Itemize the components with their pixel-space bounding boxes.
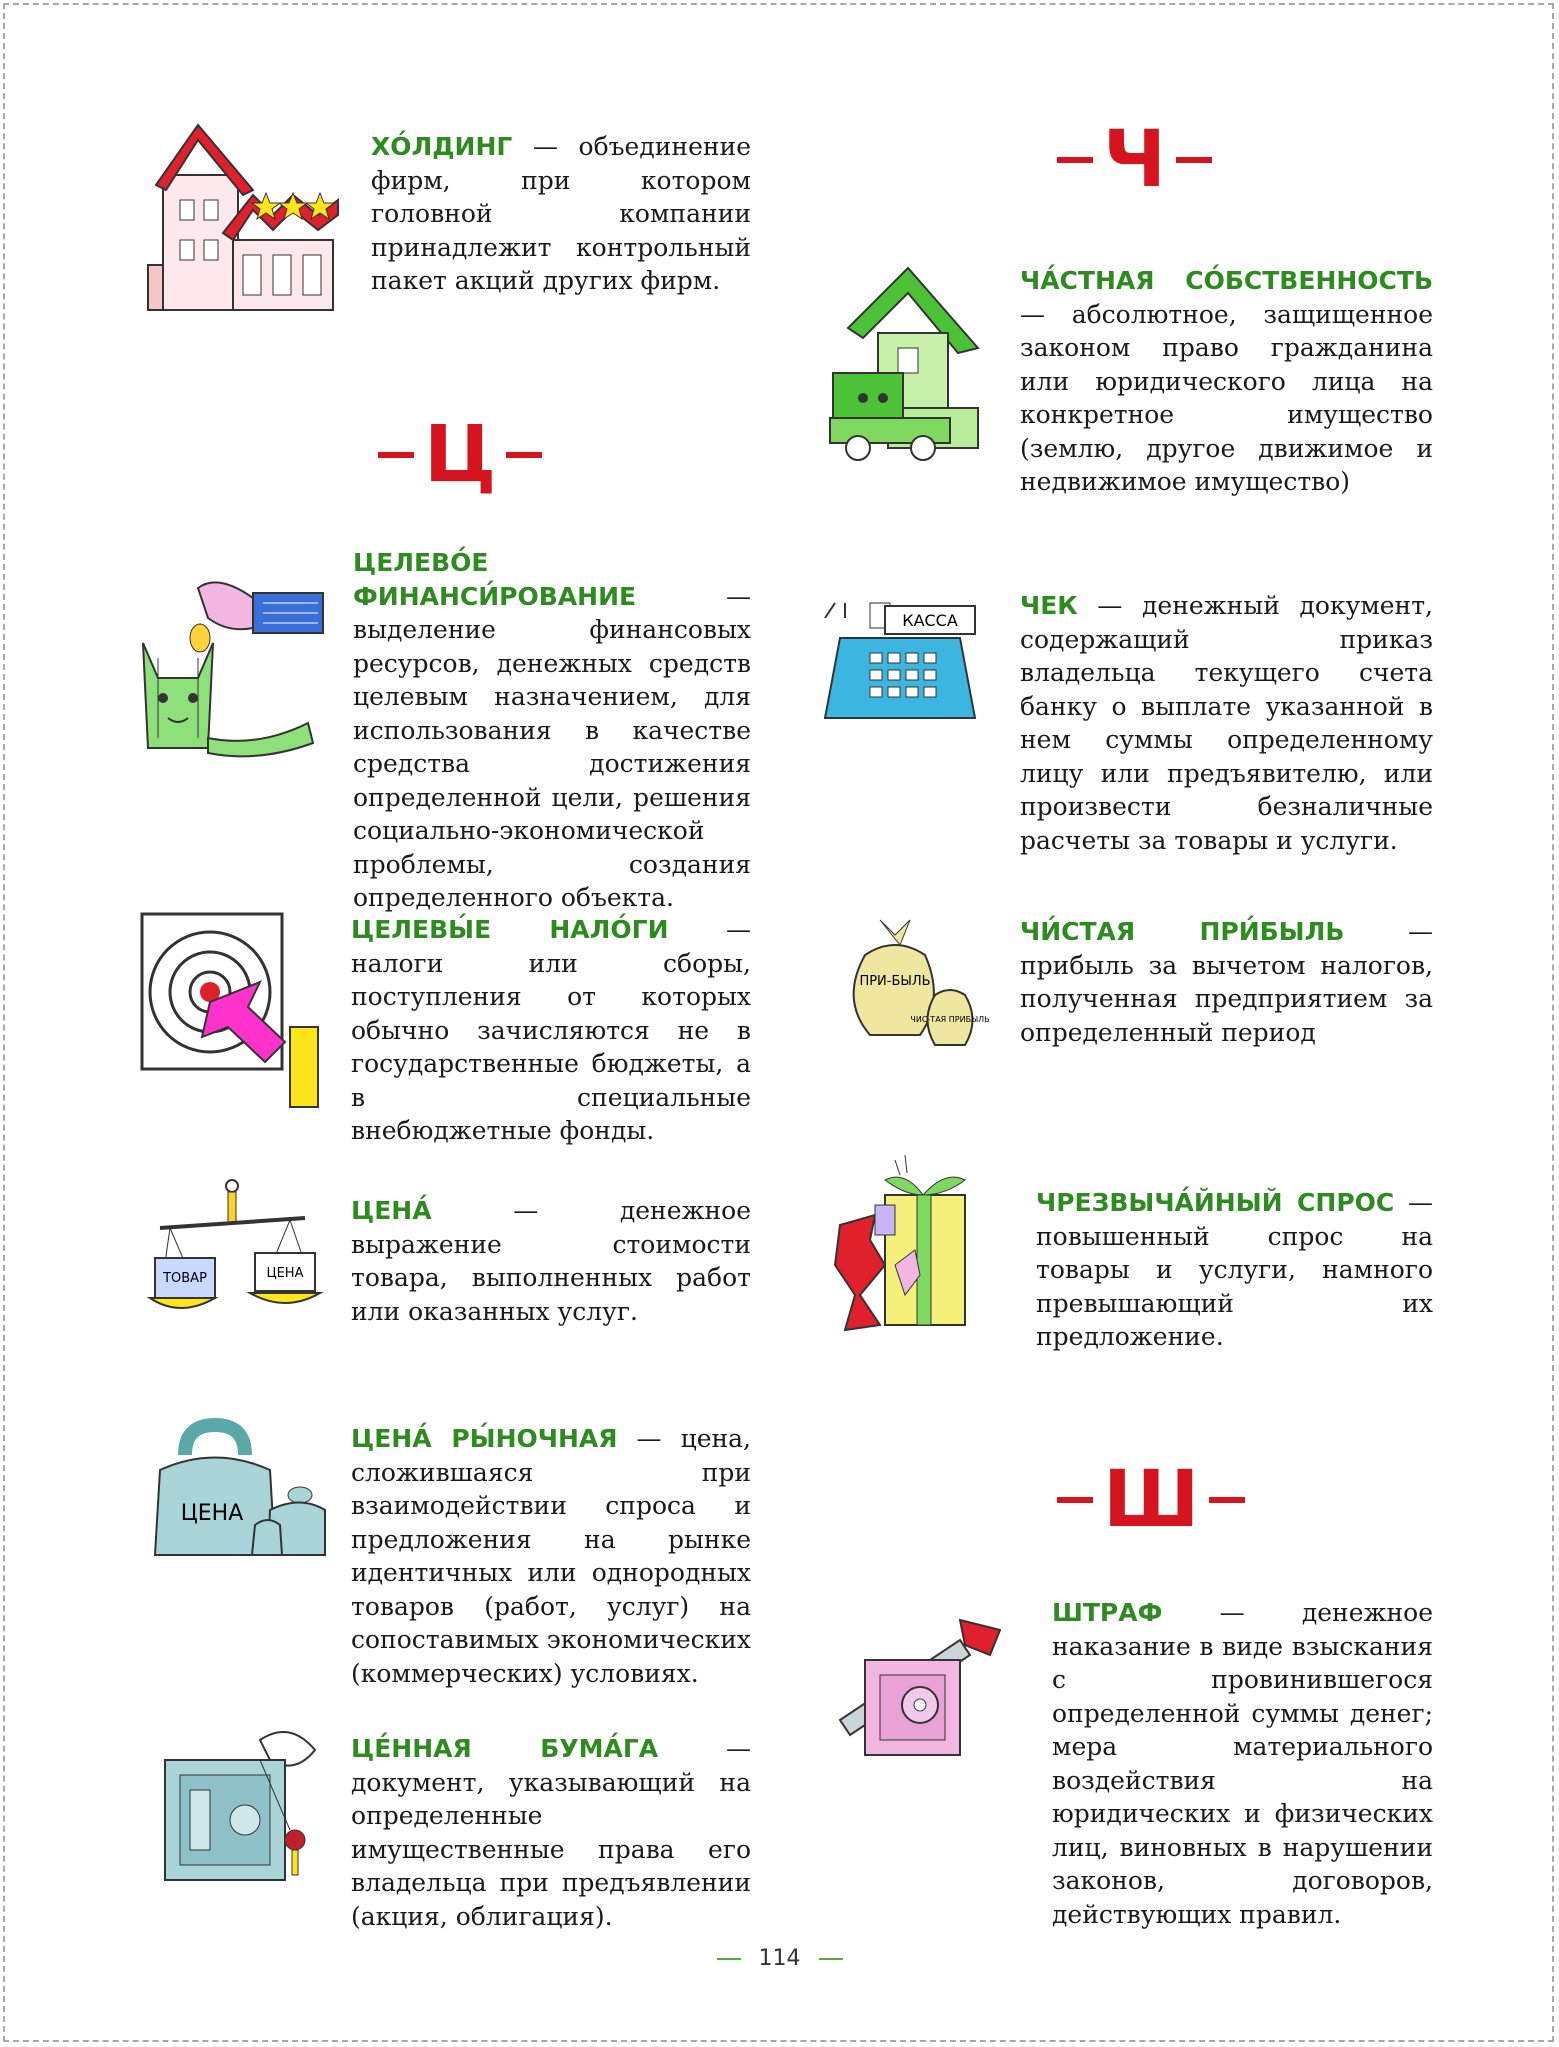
entry-cheque [822, 589, 1433, 857]
entry-target-financing [138, 546, 751, 915]
definition-extreme-demand: — повышенный спрос на товары и услуги, намного превышающий их предложение. [1036, 1188, 1433, 1351]
definition-fine: — денежное наказание в виде взыскания с провинившегося определенной суммы денег; мера материального воздействия на юридических и физических лиц, виновных в нарушении законов, договоров, действующих правил. [1052, 1598, 1433, 1929]
term-target-financing: ЦЕЛЕВО́Е ФИНАНСИ́РОВАНИЕ [353, 548, 637, 611]
letter-ts: Ц [424, 410, 497, 500]
label-bag-small: ЧИС-ТАЯ ПРИБЫЛЬ [910, 1015, 990, 1024]
entry-fine [822, 1596, 1433, 1931]
definition-market-price: — цена, сложившаяся при взаимодействии спроса и предложения на рынке идентичных или однородных товаров (работ, услуг) на сопоставимых экономических (коммерческих) условиях. [351, 1424, 752, 1688]
scales-illustration [140, 1178, 325, 1333]
term-fine: ШТРАФ [1052, 1598, 1163, 1627]
definition-cheque: — денежный документ, содержащий приказ владельца текущего счета банку о выплате указанной в нем суммы определенному лицу или предъявителю, или произвести безналичные расчеты за товары и услуги. [1020, 591, 1433, 855]
term-holding: ХО́ЛДИНГ [371, 132, 513, 161]
entry-net-profit [1020, 915, 1433, 1049]
entry-target-taxes [351, 913, 751, 1148]
definition-net-profit: — прибыль за вычетом налогов, полученная предприятием за определенный период [1020, 917, 1434, 1047]
house-truck-illustration [828, 268, 978, 468]
label-scale-price: ЦЕНА [266, 1266, 304, 1281]
entry-security [351, 1732, 751, 1933]
term-net-profit: ЧИ́СТАЯ ПРИ́БЫЛЬ [1020, 917, 1345, 946]
label-register: КАССА [902, 611, 958, 630]
entry-holding [371, 130, 751, 298]
holding-house-illustration [138, 115, 338, 315]
letter-sh: Ш [1103, 1455, 1200, 1545]
money-bags-illustration [840, 910, 990, 1050]
letter-header-ch [1057, 115, 1212, 205]
term-private-property: ЧА́СТНАЯ СО́БСТВЕННОСТЬ [1020, 266, 1433, 295]
term-extreme-demand: ЧРЕЗВЫЧА́ЙНЫЙ СПРОС [1036, 1188, 1395, 1217]
term-cheque: ЧЕК [1020, 591, 1078, 620]
label-bag-big: ПРИ-БЫЛЬ [859, 974, 931, 989]
term-market-price: ЦЕНА́ РЫ́НОЧНАЯ [351, 1424, 618, 1453]
definition-security: — документ, указывающий на определенные имущественные права его владельца при предъявлении (акция, облигация). [351, 1734, 751, 1931]
label-weight-price: ЦЕНА [180, 1501, 244, 1526]
definition-target-taxes: — налоги или сборы, поступления от которых обычно зачисляются не в государственные бюджеты, а в специальные внебюджетные фонды. [351, 915, 752, 1145]
letter-header-ts [378, 410, 542, 500]
definition-holding: — объединение фирм, при котором головной компании принадлежит контрольный пакет акций других фирм. [371, 132, 751, 295]
definition-target-financing: — выделение финансовых ресурсов, денежных средств целевым назначением, для использования в качестве средства достижения определенной цели, решения социально-экономической проблемы, создания определенного объекта. [353, 581, 751, 912]
entry-extreme-demand [1036, 1186, 1433, 1354]
term-target-taxes: ЦЕЛЕВЫ́Е НАЛО́ГИ [351, 915, 669, 944]
definition-private-property: — абсолютное, защищенное законом право гражданина или юридического лица на конкретное имущество (землю, другое движимое и недвижимое имущество) [1020, 299, 1433, 496]
target-arrow-illustration [140, 912, 330, 1112]
entry-private-property [1020, 264, 1433, 499]
term-price: ЦЕНА́ [351, 1196, 432, 1225]
page-number-footer [0, 1946, 1559, 1971]
gift-box-illustration [835, 1155, 990, 1335]
letter-ch: Ч [1103, 115, 1167, 205]
definition-price: — денежное выражение стоимости товара, выполненных работ или оказанных услуг. [351, 1196, 751, 1326]
label-scale-goods: ТОВАР [163, 1271, 207, 1286]
letter-header-sh [1057, 1455, 1245, 1545]
entry-market-price [138, 1422, 751, 1690]
page-number: 114 [758, 1946, 801, 1971]
entry-price [351, 1194, 751, 1328]
term-security: ЦЕ́ННАЯ БУМА́ГА [351, 1734, 659, 1763]
safe-illustration [150, 1720, 330, 1890]
